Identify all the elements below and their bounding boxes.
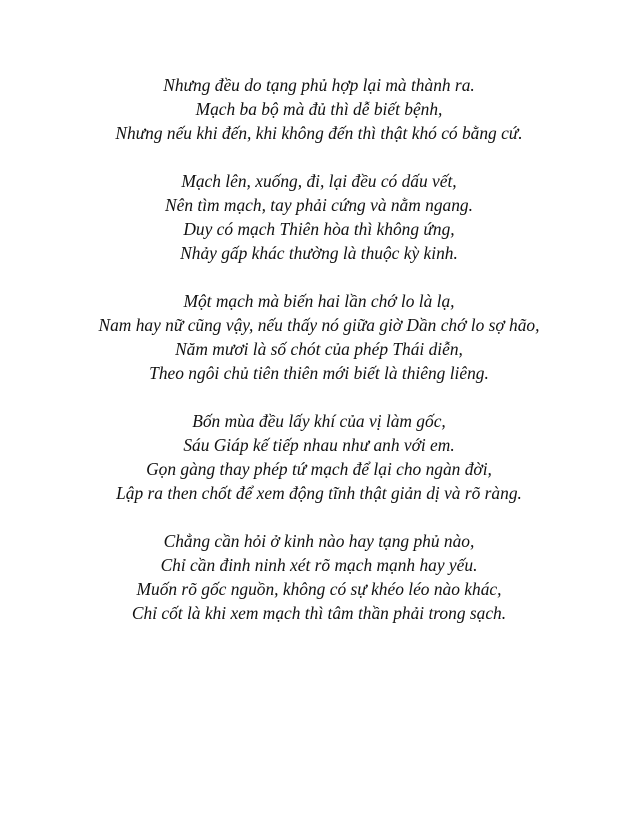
stanza-1 [80, 73, 558, 145]
poem-line: Nam hay nữ cũng vậy, nếu thấy nó giữa giờ Dần chớ lo sợ hão, [98, 315, 540, 335]
stanza-2 [80, 169, 558, 265]
poem-line: Nhưng đều do tạng phủ hợp lại mà thành ra. [163, 75, 475, 95]
poem-line: Theo ngôi chủ tiên thiên mới biết là thiêng liêng. [149, 363, 489, 383]
poem-line: Chẳng cần hỏi ở kinh nào hay tạng phủ nào, [163, 531, 475, 551]
stanza-3 [80, 289, 558, 385]
poem-line: Sáu Giáp kế tiếp nhau như anh với em. [183, 435, 455, 455]
poem-line: Chỉ cần đinh ninh xét rõ mạch mạnh hay yếu. [160, 555, 478, 575]
poem-line: Mạch ba bộ mà đủ thì dễ biết bệnh, [195, 99, 443, 119]
poem-line: Mạch lên, xuống, đi, lại đều có dấu vết, [181, 171, 457, 191]
poem-line: Chỉ cốt là khi xem mạch thì tâm thần phải trong sạch. [131, 603, 507, 623]
poem-line: Lập ra then chốt để xem động tĩnh thật giản dị và rõ ràng. [116, 483, 522, 503]
poem-line: Gọn gàng thay phép tứ mạch để lại cho ngàn đời, [146, 459, 492, 479]
poem-line: Bốn mùa đều lấy khí của vị làm gốc, [192, 411, 446, 431]
poem-line: Muốn rõ gốc nguồn, không có sự khéo léo nào khác, [136, 579, 502, 599]
stanza-5 [80, 529, 558, 625]
poem-line: Năm mươi là số chót của phép Thái diễn, [175, 339, 463, 359]
poem-line: Duy có mạch Thiên hòa thì không ứng, [183, 219, 455, 239]
stanza-4 [80, 409, 558, 505]
poem-line: Một mạch mà biến hai lần chớ lo là lạ, [183, 291, 455, 311]
poem-line: Nên tìm mạch, tay phải cứng và nằm ngang. [165, 195, 473, 215]
poem-line: Nhảy gấp khác thường là thuộc kỳ kinh. [180, 243, 458, 263]
poem-text [80, 73, 558, 649]
poem-line: Nhưng nếu khi đến, khi không đến thì thật khó có bằng cứ. [115, 123, 523, 143]
